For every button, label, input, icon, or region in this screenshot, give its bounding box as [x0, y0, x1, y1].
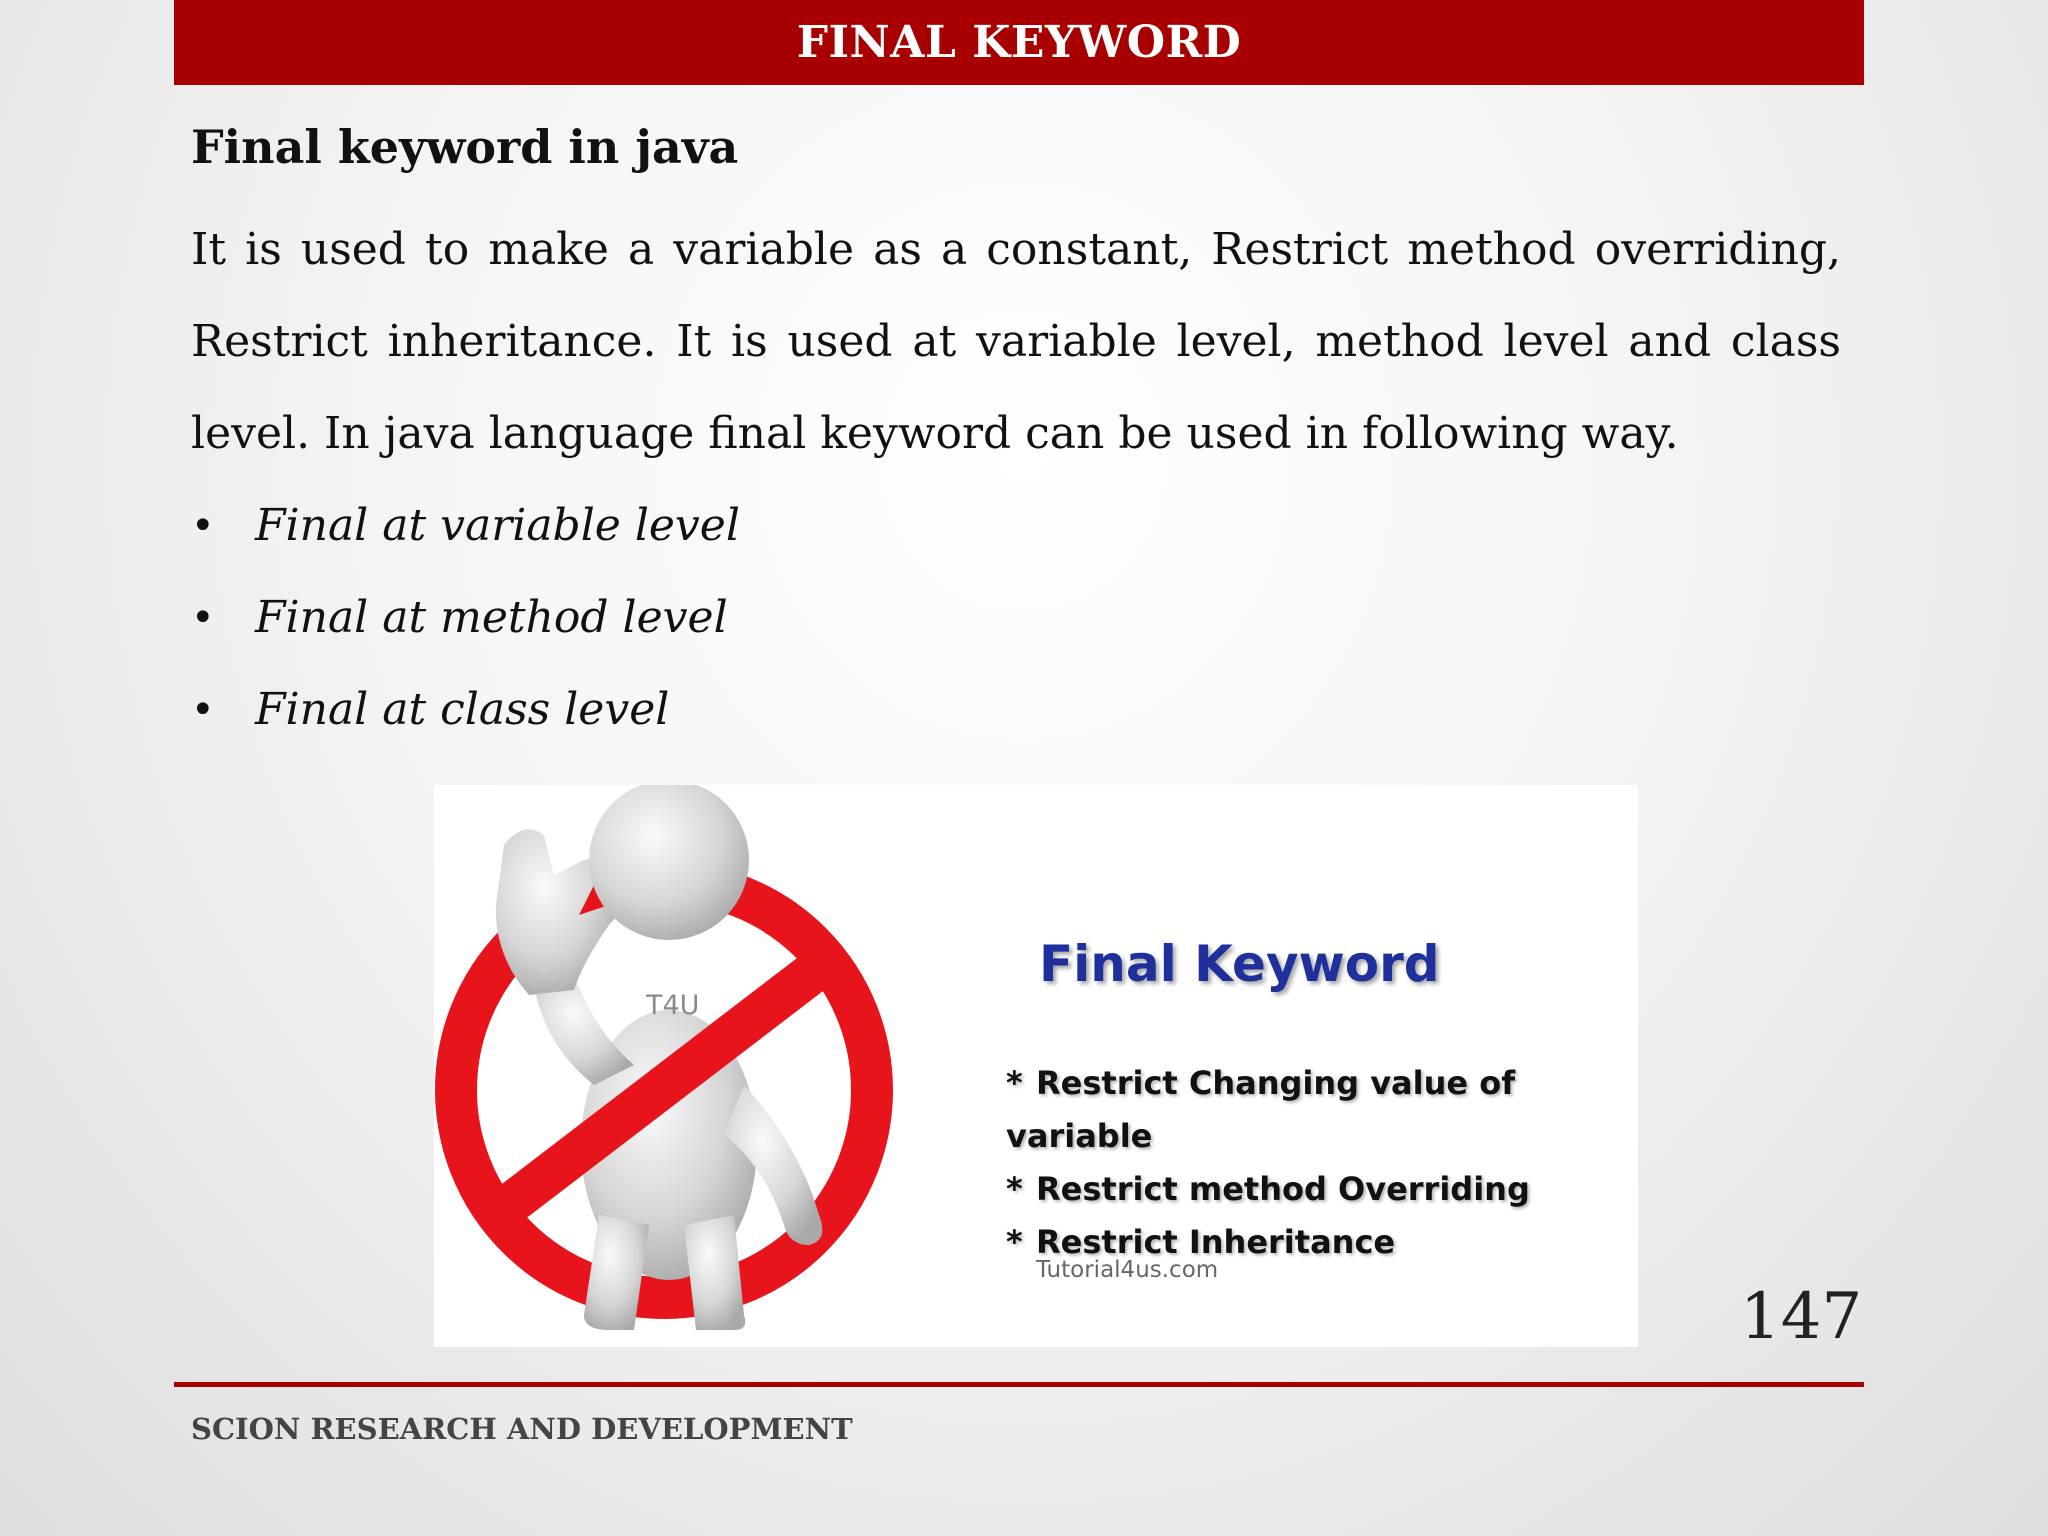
bullet-text: Final at variable level: [255, 500, 740, 551]
illustration-item: Restrict Changing value of variable: [1006, 1064, 1516, 1155]
list-item: [191, 664, 1841, 756]
figure-label: T4U: [646, 990, 700, 1021]
footer-divider: [174, 1382, 1864, 1387]
list-item: [191, 572, 1841, 664]
asterisk-icon: *: [1006, 1064, 1023, 1102]
bullet-text: Final at class level: [255, 684, 670, 735]
list-item: [191, 480, 1841, 572]
page-number: 147: [1740, 1280, 1863, 1354]
list-item: [1006, 1057, 1638, 1163]
illustration-item: Restrict Inheritance: [1036, 1223, 1396, 1261]
slide-title: FINAL KEYWORD: [796, 17, 1242, 68]
subtitle: Final keyword in java: [191, 120, 739, 174]
header-bar: [174, 0, 1864, 85]
slide-content: [191, 112, 1841, 756]
illustration-item: Restrict method Overriding: [1036, 1170, 1530, 1208]
stop-figure-icon: [434, 785, 994, 1347]
footer-text: SCION RESEARCH AND DEVELOPMENT: [191, 1412, 853, 1446]
asterisk-icon: *: [1006, 1223, 1023, 1261]
bullet-icon: •: [191, 687, 215, 733]
illustration-list: [1006, 1057, 1638, 1269]
bullet-text: Final at method level: [255, 592, 728, 643]
asterisk-icon: *: [1006, 1170, 1023, 1208]
illustration-panel: [434, 785, 1638, 1347]
list-item: [1006, 1163, 1638, 1216]
bullet-icon: •: [191, 595, 215, 641]
illustration-title: Final Keyword: [1039, 935, 1440, 993]
illustration-credit: Tutorial4us.com: [1036, 1257, 1219, 1283]
description-paragraph: It is used to make a variable as a constant, Restrict method overriding, Restrict inheritance. It is used at variable level, method level and class level. In java language final keyword can be used in following way.: [191, 224, 1841, 459]
bullet-list: [191, 480, 1841, 756]
bullet-icon: •: [191, 503, 215, 549]
